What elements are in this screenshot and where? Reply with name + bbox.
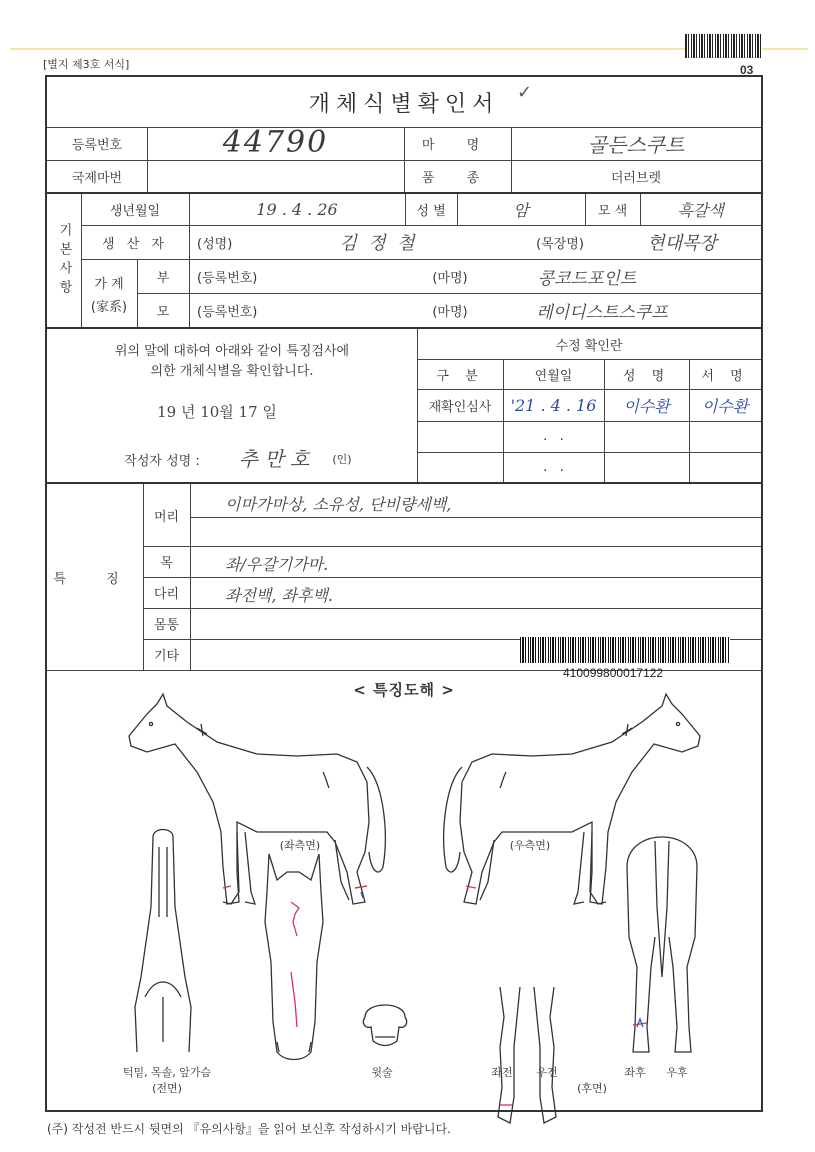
coat-color-label: 모 색	[597, 204, 628, 219]
revision-row1-date: '21 . 4 . 16	[510, 395, 597, 415]
document-title: 개체식별확인서	[308, 91, 500, 117]
breed-value: 더러브렛	[610, 171, 662, 186]
pedigree-label-group	[81, 259, 137, 328]
legs-value: 좌전백, 좌후백.	[225, 585, 333, 605]
coat-color-value: 흑갈색	[677, 201, 724, 220]
footer-note: (주) 작성전 반드시 뒷면의 『유의사항』을 읽어 보신후 작성하시기 바랍니다.	[47, 1122, 451, 1136]
revision-header-name: 성 명	[622, 368, 671, 384]
lip-label: 윗술	[371, 1066, 393, 1079]
writer-signature: 추 만 호	[238, 446, 310, 471]
birth-date-label: 생년월일	[109, 204, 161, 219]
horse-name-label: 마 명	[421, 138, 494, 153]
revision-row1-signature: 이수환	[701, 396, 749, 416]
form-number: [별지 제3호 서식]	[43, 58, 130, 71]
front-chest-label: 턱밑, 목솔, 앞가슴	[122, 1066, 212, 1079]
revision-row2-date: . .	[543, 429, 564, 444]
revision-header-signature: 서 명	[701, 368, 749, 384]
left-side-label: (좌측면)	[279, 839, 321, 852]
neck-value: 좌/우갈기가마.	[225, 554, 329, 574]
horse-muzzle-diagram	[359, 997, 411, 1049]
breeder-name-label: (성명)	[197, 236, 233, 252]
sire-label: 부	[156, 270, 170, 286]
head-label: 머리	[153, 509, 180, 525]
dam-reg-label: (등록번호)	[197, 305, 258, 320]
farm-name-value: 현대목장	[647, 233, 717, 254]
basic-info-section-label: 기본사항	[56, 223, 72, 299]
dam-name-label: (마명)	[432, 305, 468, 320]
breeder-name-value: 김 정 철	[339, 233, 415, 254]
revision-header-type: 구 분	[436, 368, 484, 384]
horse-name-value: 골든스쿠트	[587, 133, 685, 157]
sire-name-value: 콩코드포인트	[537, 268, 637, 289]
dam-label: 모	[156, 305, 170, 320]
hind-left-leg-label: 좌후	[624, 1066, 646, 1079]
front-left-leg-label: 좌전	[491, 1066, 513, 1079]
other-label: 기타	[153, 649, 180, 664]
revision-row1-name: 이수환	[623, 396, 670, 416]
statement-line2: 의한 개체식별을 확인합니다.	[150, 363, 314, 379]
farm-name-label: (목장명)	[536, 236, 584, 252]
head-value: 이마가마상, 소유성, 단비량세백,	[225, 494, 452, 514]
registration-no-label: 등록번호	[71, 138, 123, 153]
front-right-leg-label: 우전	[536, 1066, 558, 1079]
sex-label: 성 별	[416, 204, 446, 219]
revision-header-date: 연월일	[534, 368, 573, 384]
identification-form	[45, 75, 763, 1112]
body-label: 몸통	[153, 618, 180, 633]
body-value	[195, 608, 595, 639]
revision-row3-date: . .	[543, 460, 564, 475]
revision-row1-type: 재확인심사	[428, 399, 492, 415]
birth-date-value: 19 . 4 . 26	[256, 200, 338, 219]
pedigree-label: 가 계	[94, 276, 124, 292]
right-side-label: (우측면)	[509, 839, 551, 852]
features-section-label: 특 징	[53, 571, 137, 587]
sire-reg-label: (등록번호)	[197, 270, 258, 286]
international-no-value	[147, 160, 404, 193]
writer-label: 작성자 성명 :	[124, 453, 200, 469]
horse-rear-diagram	[617, 827, 707, 1057]
revision-title: 수정 확인란	[555, 338, 623, 354]
sire-name-label: (마명)	[432, 270, 468, 286]
hind-right-leg-label: 우후	[666, 1066, 688, 1079]
sex-value: 암	[513, 201, 529, 220]
barcode-number: 410099800017122	[563, 666, 664, 680]
breed-label: 품 종	[421, 171, 494, 186]
international-no-label: 국제마번	[71, 171, 123, 186]
other-value	[195, 639, 495, 670]
seal-label: (인)	[332, 453, 352, 466]
neck-label: 목	[160, 556, 173, 571]
front-view-label: (전면)	[152, 1082, 182, 1095]
horse-head-front-diagram	[259, 852, 329, 1062]
horse-front-chest-diagram	[125, 827, 205, 1057]
page-number: 03	[740, 63, 754, 77]
breeder-label: 생 산 자	[102, 236, 168, 252]
confirmation-date: 19 년 10월 17 일	[157, 402, 277, 421]
horse-front-legs-diagram	[492, 987, 562, 1137]
registration-no-value: 44790	[222, 124, 329, 160]
rear-view-label: (후면)	[577, 1082, 607, 1095]
top-barcode	[685, 34, 762, 58]
legs-label: 다리	[153, 587, 180, 602]
diagram-title: < 특징도해 >	[353, 680, 455, 699]
pedigree-hanja: (家系)	[90, 299, 128, 315]
statement-line1: 위의 말에 대하여 아래와 같이 특징검사에	[114, 343, 350, 359]
check-mark-icon: ✓	[517, 82, 533, 103]
dam-name-value: 레이디스트스쿠프	[536, 303, 668, 323]
document-barcode	[520, 637, 730, 663]
